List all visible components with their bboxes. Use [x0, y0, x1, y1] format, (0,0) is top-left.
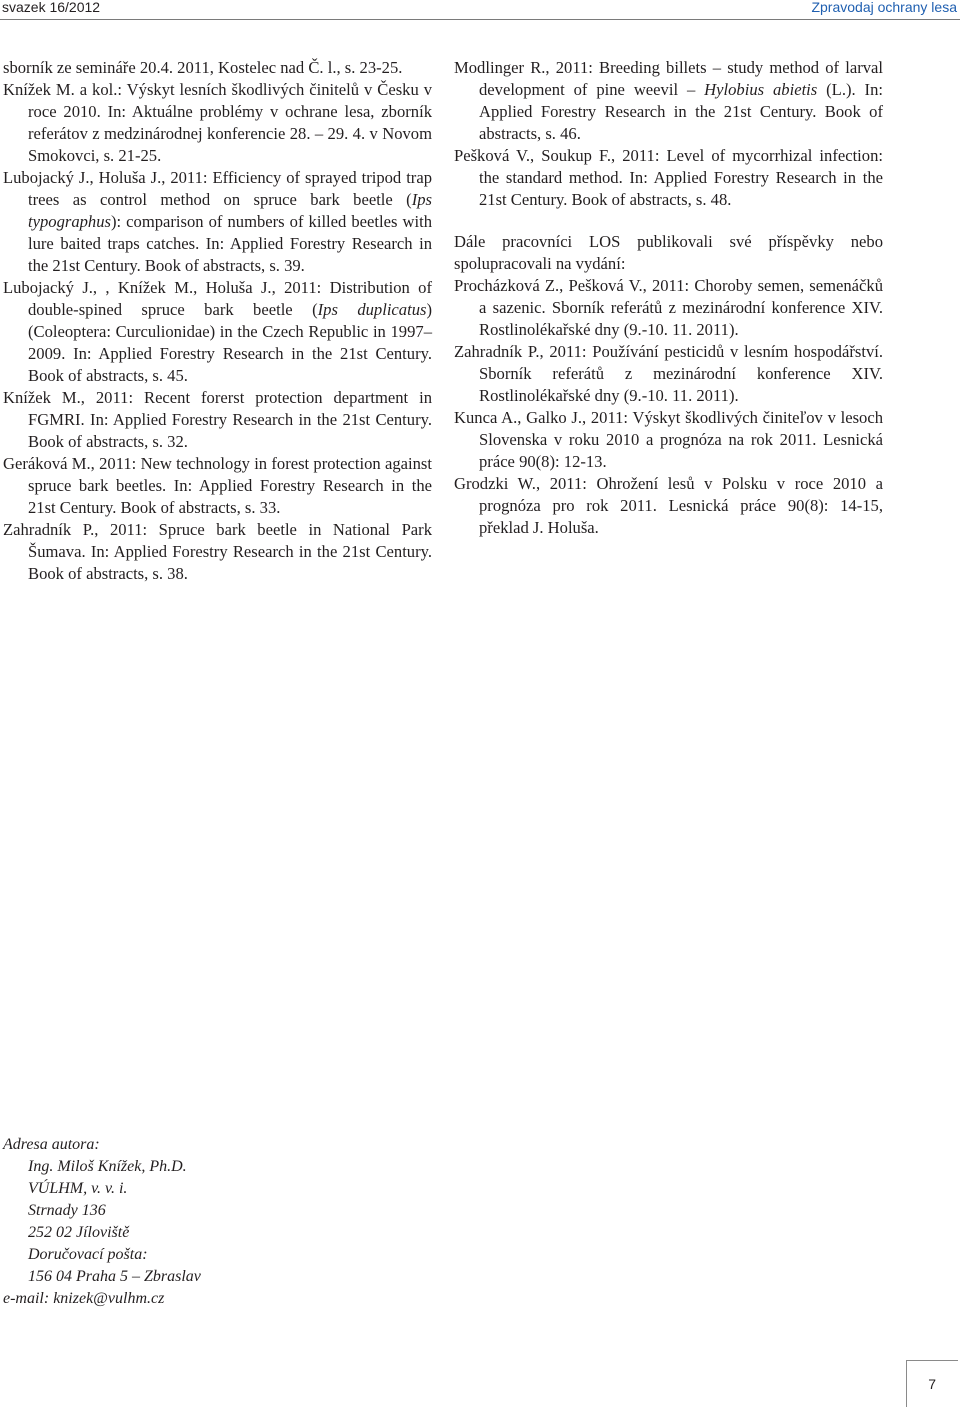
- postal-label: Doručovací pošta:: [28, 1246, 148, 1263]
- author-name: Ing. Miloš Knížek, Ph.D.: [28, 1158, 187, 1175]
- species-name: Ips typographus: [28, 190, 432, 231]
- reference-entry: [3, 453, 432, 519]
- reference-entry: [3, 79, 432, 167]
- reference-entry: [454, 145, 883, 211]
- page-number-box: [906, 1360, 958, 1407]
- address-heading: Adresa autora:: [3, 1136, 100, 1153]
- reference-text: Kunca A., Galko J., 2011: Výskyt škodlivých činiteľov v lesoch Slovenska v roku 2010 a prognóza na rok 2011. Lesnická práce 90(8): 12-13.: [454, 408, 883, 471]
- reference-entry: [454, 57, 883, 145]
- reference-text: Lubojacký J., , Knížek M., Holuša J., 2011: Distribution of double-spined spruce bark beetle (: [3, 278, 432, 319]
- right-column: [454, 57, 883, 539]
- species-name: Ips duplicatus: [317, 300, 427, 319]
- page-header: [0, 0, 960, 20]
- left-column: [3, 57, 432, 585]
- reference-text: Zahradník P., 2011: Spruce bark beetle in National Park Šumava. In: Applied Forestry Research in the 21st Century. Book of abstracts, s. 38.: [3, 520, 432, 583]
- reference-text: Procházková Z., Pešková V., 2011: Choroby semen, semenáčků a sazenic. Sborník referátů z mezinárodní konference XIV. Rostlinolékařské dny (9.-10. 11. 2011).: [454, 276, 883, 339]
- reference-entry: [454, 407, 883, 473]
- reference-entry: [3, 519, 432, 585]
- reference-entry: [3, 277, 432, 387]
- reference-text: Geráková M., 2011: New technology in forest protection against spruce bark beetles. In: Applied Forestry Research in the 21st Century. Book of abstracts, s. 33.: [3, 454, 432, 517]
- reference-entry: [3, 167, 432, 277]
- reference-entry: [3, 387, 432, 453]
- reference-text: Grodzki W., 2011: Ohrožení lesů v Polsku v roce 2010 a prognóza pro rok 2011. Lesnická práce 90(8): 14-15, překlad J. Holuša.: [454, 474, 883, 537]
- reference-text: Pešková V., Soukup F., 2011: Level of mycorrhizal infection: the standard method. In: Applied Forestry Research in the 21st Century. Book of abstracts, s. 48.: [454, 146, 883, 209]
- author-street: Strnady 136: [28, 1202, 106, 1219]
- reference-text: Knížek M. a kol.: Výskyt lesních škodlivých činitelů v Česku v roce 2010. In: Aktuálne problémy v ochrane lesa, zborník referátov z medzinárodnej konferencie 28. – 29. 4. v Novom Smokovci, s. 21-25.: [3, 80, 432, 165]
- journal-title: Zpravodaj ochrany lesa: [811, 0, 957, 15]
- reference-text: Modlinger R., 2011: Breeding billets – study method of larval development of pine weevil –: [454, 58, 883, 99]
- intro-paragraph: Dále pracovníci LOS publikovali své příspěvky nebo spolupracovali na vydání:: [454, 232, 883, 273]
- reference-entry: [3, 57, 432, 79]
- reference-text: ) (Coleoptera: Curculionidae) in the Czech Republic in 1997–2009. In: Applied Forestry Research in the 21st Century. Book of abstracts, s. 45.: [28, 300, 432, 385]
- author-institution: VÚLHM, v. v. i.: [28, 1180, 128, 1197]
- postal-address: 156 04 Praha 5 – Zbraslav: [28, 1268, 201, 1285]
- reference-text: (L.). In: Applied Forestry Research in the 21st Century. Book of abstracts, s. 46.: [479, 80, 883, 143]
- author-email: e-mail: knizek@vulhm.cz: [3, 1290, 165, 1307]
- reference-text: Lubojacký J., Holuša J., 2011: Efficiency of sprayed tripod trap trees as control method on spruce bark beetle (: [3, 168, 432, 209]
- page-number: 7: [928, 1376, 936, 1392]
- author-city: 252 02 Jíloviště: [28, 1224, 130, 1241]
- reference-entry: [454, 275, 883, 341]
- reference-entry: [454, 473, 883, 539]
- reference-text: Knížek M., 2011: Recent forerst protection department in FGMRI. In: Applied Forestry Research in the 21st Century. Book of abstracts, s. 32.: [3, 388, 432, 451]
- reference-text: sborník ze semináře 20.4. 2011, Kostelec nad Č. l., s. 23-25.: [3, 58, 403, 77]
- reference-text: Zahradník P., 2011: Používání pesticidů v lesním hospodářství. Sborník referátů z mezinárodní konference XIV. Rostlinolékařské dny (9.-10. 11. 2011).: [454, 342, 883, 405]
- issue-label: svazek 16/2012: [2, 0, 101, 15]
- reference-entry: [454, 341, 883, 407]
- reference-text: ): comparison of numbers of killed beetles with lure baited traps catches. In: Applied Forestry Research in the 21st Century. Book of abstracts, s. 39.: [28, 212, 432, 275]
- author-address: [3, 1134, 201, 1310]
- species-name: Hylobius abietis: [704, 80, 818, 99]
